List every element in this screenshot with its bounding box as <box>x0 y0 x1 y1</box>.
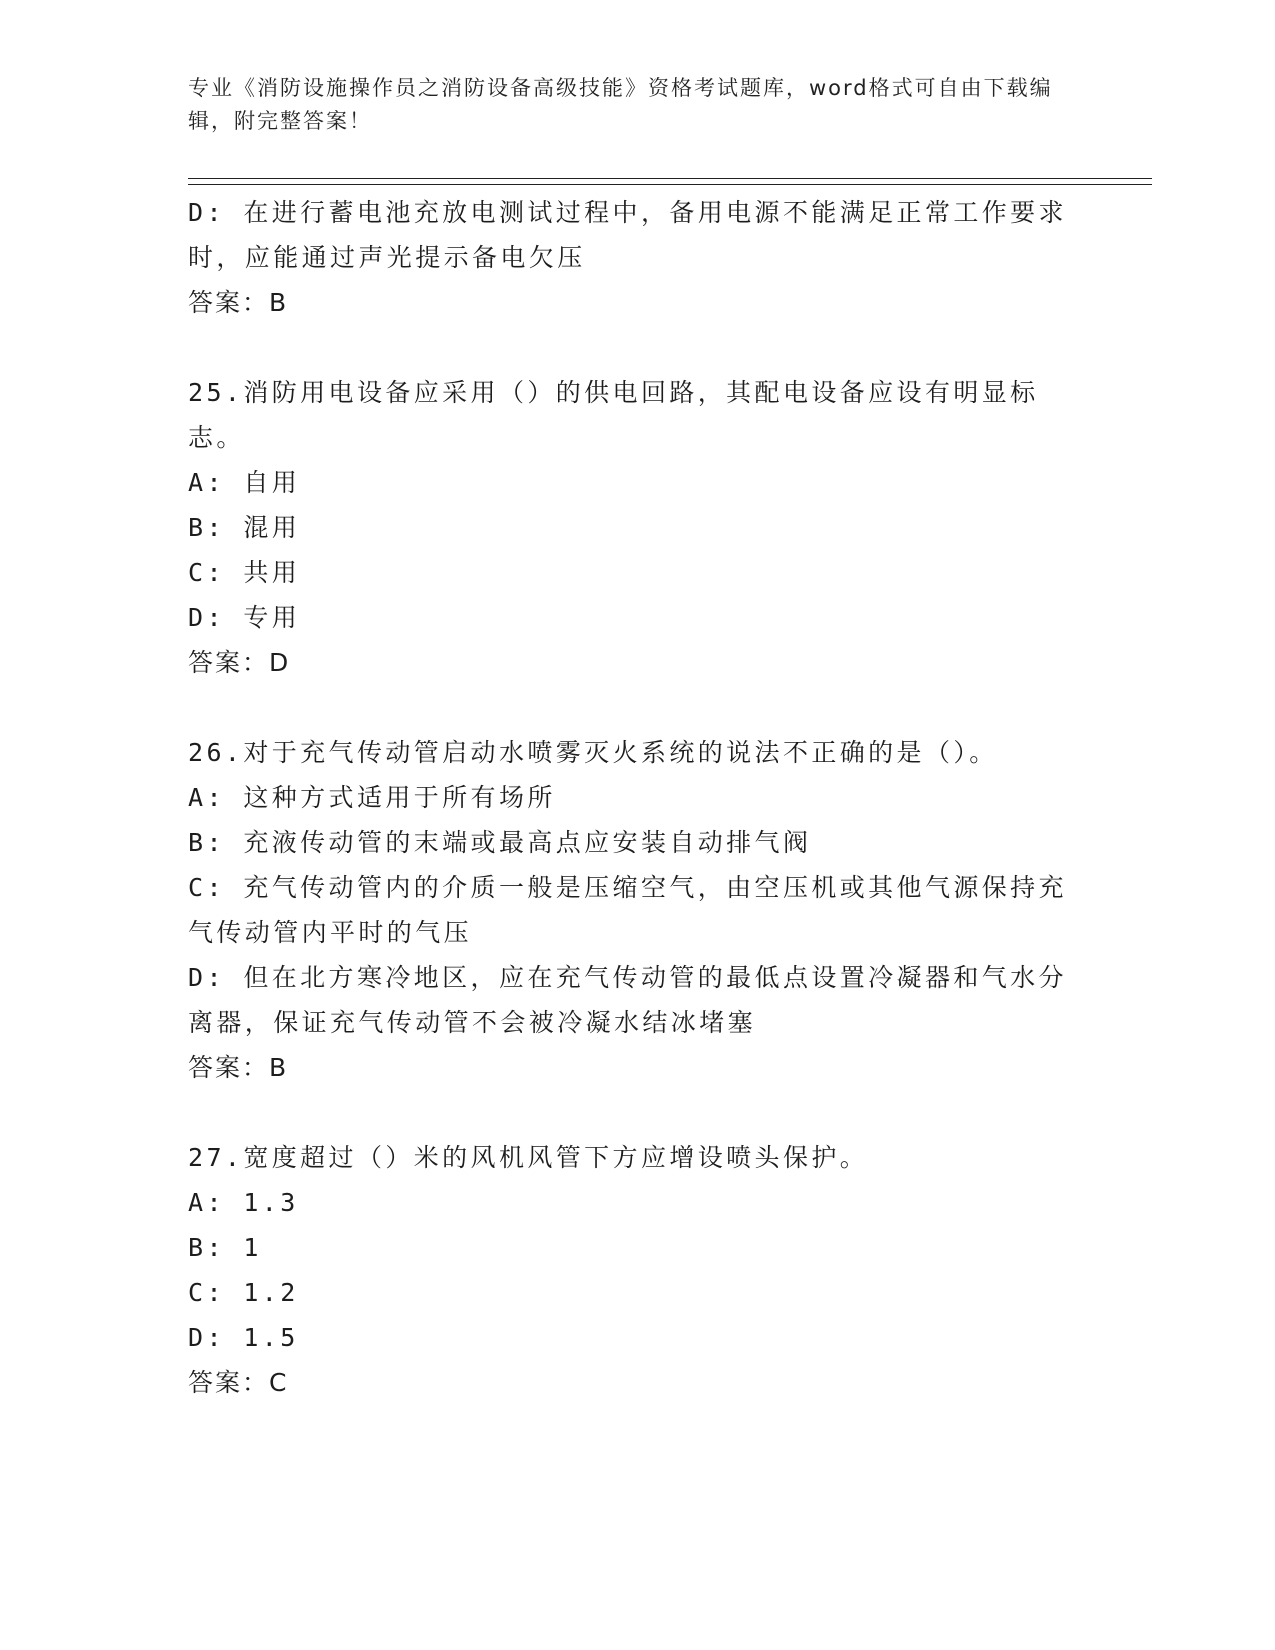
option-a: A: 1.3 <box>188 1188 299 1217</box>
option-c: C: 1.2 <box>188 1278 299 1307</box>
question-stem: 25.消防用电设备应采用（）的供电回路，其配电设备应设有明显标志。 <box>188 378 1039 452</box>
header-rule-bottom <box>188 184 1152 185</box>
answer-line: 答案：C <box>188 1368 289 1397</box>
question-25 <box>188 370 1088 685</box>
option-d-continued: D: 在进行蓄电池充放电测试过程中，备用电源不能满足正常工作要求时，应能通过声光提示备电欠压 <box>188 198 1067 272</box>
option-b: B: 充液传动管的末端或最高点应安装自动排气阀 <box>188 828 812 857</box>
document-body <box>188 190 1088 1405</box>
spacer <box>188 685 1088 730</box>
option-d: D: 1.5 <box>188 1323 299 1352</box>
answer-line: 答案：B <box>188 288 289 317</box>
spacer <box>188 1090 1088 1135</box>
question-stem: 27.宽度超过（）米的风机风管下方应增设喷头保护。 <box>188 1143 869 1172</box>
answer-line: 答案：B <box>188 1053 289 1082</box>
option-b: B: 混用 <box>188 513 301 542</box>
header-rule-top <box>188 178 1152 179</box>
spacer <box>188 325 1088 370</box>
option-a: A: 自用 <box>188 468 301 497</box>
option-b: B: 1 <box>188 1233 262 1262</box>
option-d: D: 但在北方寒冷地区，应在充气传动管的最低点设置冷凝器和气水分离器，保证充气传动管不会被冷凝水结冰堵塞 <box>188 963 1067 1037</box>
document-header: 专业《消防设施操作员之消防设备高级技能》资格考试题库，word格式可自由下载编辑，附完整答案！ <box>188 76 1053 133</box>
option-c: C: 充气传动管内的介质一般是压缩空气，由空压机或其他气源保持充气传动管内平时的气压 <box>188 873 1067 947</box>
question-26 <box>188 730 1088 1090</box>
option-d: D: 专用 <box>188 603 301 632</box>
question-stem: 26.对于充气传动管启动水喷雾灭火系统的说法不正确的是（）。 <box>188 738 998 767</box>
option-c: C: 共用 <box>188 558 301 587</box>
answer-line: 答案：D <box>188 648 291 677</box>
option-a: A: 这种方式适用于所有场所 <box>188 783 556 812</box>
question-27 <box>188 1135 1088 1405</box>
